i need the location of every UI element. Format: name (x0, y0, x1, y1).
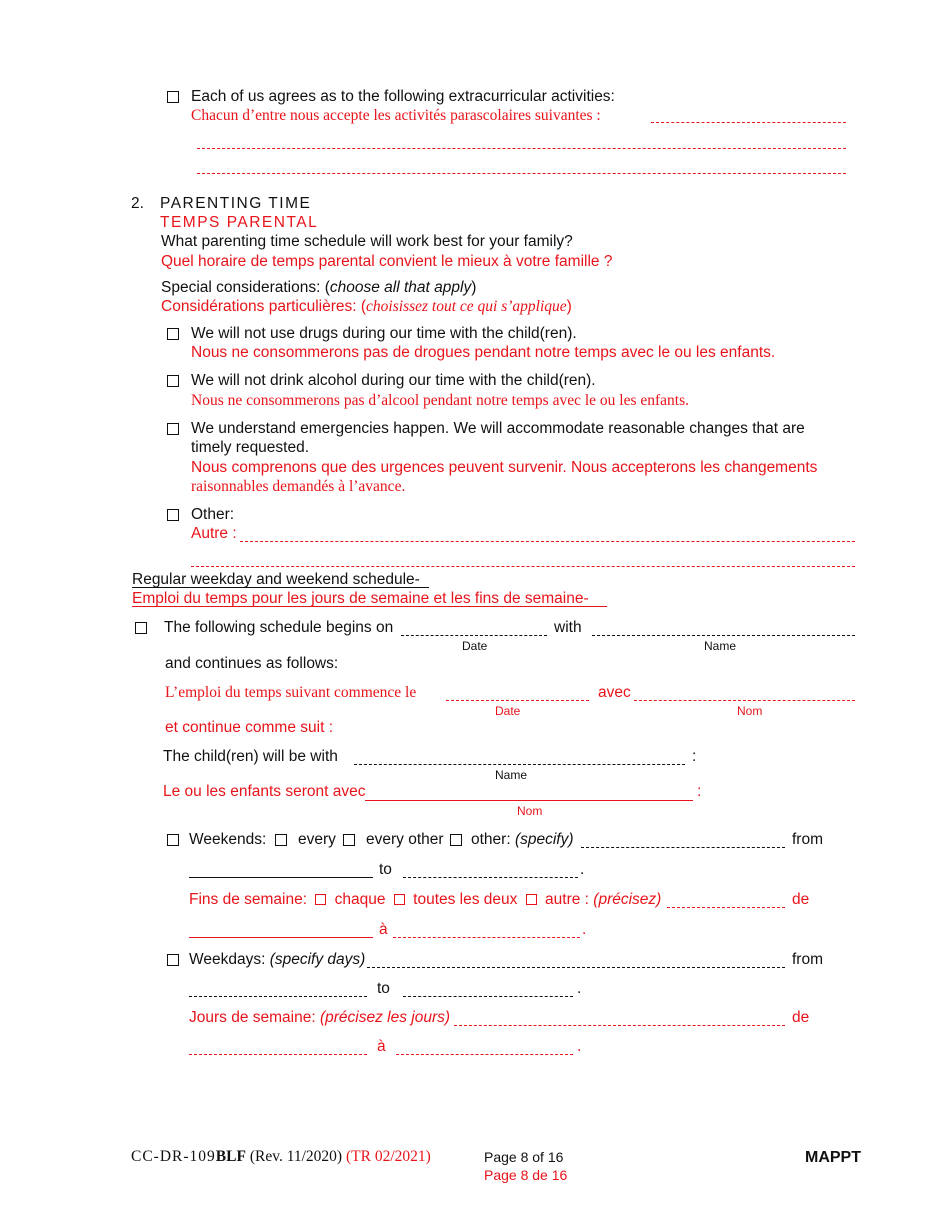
begins-label-fr: L’emploi du temps suivant commence le (165, 684, 417, 701)
weekends-label-fr: Fins de semaine: (189, 891, 308, 908)
weekends-to-label-fr: à (379, 921, 388, 938)
date-caption-en: Date (462, 639, 488, 653)
schedule-heading-fr: Emploi du temps pour les jours de semaine et les fins de semaine- (132, 590, 589, 607)
begins-name-field-en[interactable] (592, 635, 855, 636)
date-caption-fr: Date (495, 704, 521, 718)
emergencies-label-en-1: We understand emergencies happen. We will accommodate reasonable changes that are (191, 420, 805, 437)
weekdays-checkbox[interactable] (167, 954, 179, 966)
begins-label-en: The following schedule begins on (164, 619, 394, 636)
child-with-label-fr: Le ou les enfants seront avec (163, 783, 366, 800)
question-fr: Quel horaire de temps parental convient le mieux à votre famille ? (161, 253, 613, 270)
no-alcohol-checkbox[interactable] (167, 375, 179, 387)
weekends-to-field-en[interactable] (403, 877, 578, 878)
weekends-row-fr (189, 891, 661, 909)
weekends-specify-field-en[interactable] (581, 847, 785, 848)
weekends-from-field-fr[interactable] (189, 937, 373, 938)
weekends-checkbox[interactable] (167, 834, 179, 846)
weekends-every-other-label-en: every other (366, 831, 444, 848)
emergencies-label-en-2: timely requested. (191, 439, 310, 456)
page-number-fr: Page 8 de 16 (484, 1167, 568, 1183)
weekdays-to-field-en[interactable] (403, 996, 573, 997)
schedule-begins-checkbox[interactable] (135, 622, 147, 634)
child-name-caption-en: Name (495, 768, 528, 782)
child-with-field-en[interactable] (354, 764, 685, 765)
weekdays-from-field-fr[interactable] (189, 1054, 367, 1055)
emergencies-label-fr-1: Nous comprenons que des urgences peuvent survenir. Nous accepterons les changements (191, 459, 818, 476)
weekends-label-en: Weekends: (189, 831, 267, 848)
name-caption-fr: Nom (737, 704, 763, 718)
no-drugs-label-fr: Nous ne consommerons pas de drogues pendant notre temps avec le ou les enfants. (191, 344, 776, 361)
schedule-heading-fr-underline (132, 606, 607, 607)
continues-label-en: and continues as follows: (165, 655, 339, 672)
weekends-every-label-en: every (298, 831, 336, 848)
no-alcohol-label-en: We will not drink alcohol during our time with the child(ren). (191, 372, 596, 389)
extracurricular-label-en: Each of us agrees as to the following extracurricular activities: (191, 88, 615, 105)
special-considerations-fr: Considérations particulières: (choisissez tout ce qui s’applique) (161, 298, 572, 315)
other-checkbox[interactable] (167, 509, 179, 521)
weekends-every-checkbox-fr[interactable] (315, 894, 326, 905)
other-label-en: Other: (191, 506, 235, 523)
weekends-period-en: . (580, 861, 585, 878)
schedule-heading-en: Regular weekday and weekend schedule- (132, 571, 420, 588)
with-label-fr: avec (598, 684, 631, 701)
form-id: CC-DR-109BLF (Rev. 11/2020) (TR 02/2021) (131, 1148, 431, 1165)
other-label-fr: Autre : (191, 525, 237, 542)
page-number-en: Page 8 of 16 (484, 1149, 564, 1165)
weekends-to-field-fr[interactable] (393, 937, 580, 938)
extracurricular-checkbox[interactable] (167, 91, 179, 103)
special-considerations-en: Special considerations: (choose all that apply) (161, 279, 477, 296)
weekends-to-label-en: to (379, 861, 392, 878)
weekdays-period-en: . (577, 980, 582, 997)
section-title-en: PARENTING TIME (160, 195, 312, 212)
child-name-caption-fr: Nom (517, 804, 543, 818)
emergencies-label-fr-2: raisonnables demandés à l’avance. (191, 478, 406, 495)
weekends-every-label-fr: chaque (334, 891, 386, 908)
weekdays-from-field-en[interactable] (189, 996, 367, 997)
weekends-every-other-checkbox[interactable] (343, 834, 355, 846)
schedule-heading-en-underline (132, 587, 429, 588)
weekends-from-label-en: from (792, 831, 823, 848)
name-caption-en: Name (704, 639, 737, 653)
weekdays-specify-field-fr[interactable] (454, 1025, 785, 1026)
weekdays-period-fr: . (577, 1038, 582, 1055)
other-field-1[interactable] (240, 541, 855, 542)
no-drugs-label-en: We will not use drugs during our time with the child(ren). (191, 325, 577, 342)
weekends-every-other-checkbox-fr[interactable] (394, 894, 405, 905)
child-with-field-fr[interactable] (365, 800, 693, 801)
weekdays-label-fr: Jours de semaine: (précisez les jours) (189, 1009, 451, 1026)
child-with-colon-en: : (692, 748, 697, 765)
form-code: MAPPT (805, 1149, 861, 1166)
weekends-other-label-en: other: (specify) (471, 831, 574, 848)
continues-label-fr: et continue comme suit : (165, 719, 333, 736)
weekends-from-label-fr: de (792, 891, 810, 908)
weekdays-specify-field-en[interactable] (367, 967, 785, 968)
begins-name-field-fr[interactable] (634, 700, 855, 701)
begins-date-field-fr[interactable] (446, 700, 589, 701)
weekdays-to-label-fr: à (377, 1038, 386, 1055)
no-alcohol-label-fr: Nous ne consommerons pas d’alcool pendant notre temps avec le ou les enfants. (191, 392, 690, 409)
weekends-period-fr: . (582, 921, 587, 938)
extracurricular-field-1[interactable] (651, 122, 846, 123)
weekends-every-other-label-fr: toutes les deux (413, 891, 518, 908)
other-field-2[interactable] (191, 566, 855, 567)
child-with-label-en: The child(ren) will be with (163, 748, 338, 765)
no-drugs-checkbox[interactable] (167, 328, 179, 340)
weekends-every-checkbox[interactable] (275, 834, 287, 846)
weekends-from-field-en[interactable] (189, 877, 373, 878)
child-with-colon-fr: : (697, 783, 702, 800)
weekdays-to-field-fr[interactable] (396, 1054, 573, 1055)
begins-date-field-en[interactable] (401, 635, 547, 636)
emergencies-checkbox[interactable] (167, 423, 179, 435)
with-label-en: with (554, 619, 582, 636)
weekends-specify-field-fr[interactable] (667, 907, 785, 908)
weekends-other-checkbox-fr[interactable] (526, 894, 537, 905)
question-en: What parenting time schedule will work best for your family? (161, 233, 573, 250)
weekends-other-checkbox[interactable] (450, 834, 462, 846)
weekends-other-label-fr: autre : (précisez) (545, 891, 662, 908)
extracurricular-field-3[interactable] (197, 173, 846, 174)
section-title-fr: TEMPS PARENTAL (160, 214, 319, 231)
extracurricular-field-2[interactable] (197, 148, 846, 149)
weekdays-from-label-fr: de (792, 1009, 810, 1026)
weekdays-label-en: Weekdays: (specify days) (189, 951, 366, 968)
section-number: 2. (131, 195, 144, 212)
weekdays-to-label-en: to (377, 980, 390, 997)
extracurricular-label-fr: Chacun d’entre nous accepte les activités parascolaires suivantes : (191, 107, 601, 124)
weekdays-from-label-en: from (792, 951, 823, 968)
